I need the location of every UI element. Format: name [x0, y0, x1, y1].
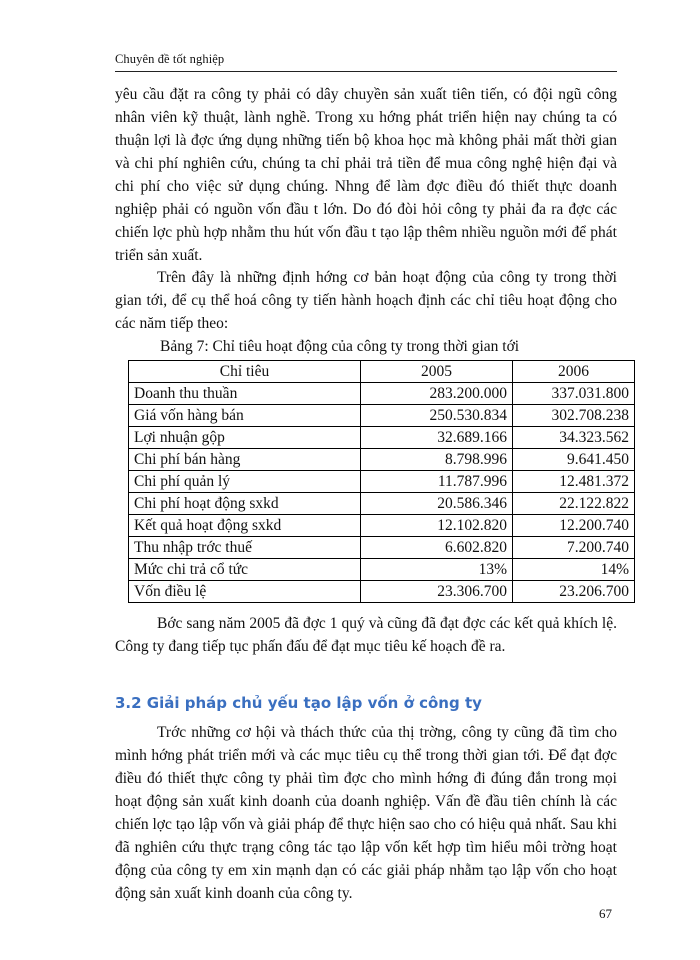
table-row	[129, 471, 635, 493]
value-2006: 34.323.562	[513, 427, 635, 449]
row-label: Lợi nhuận gộp	[129, 427, 361, 449]
row-label: Chi phí bán hàng	[129, 449, 361, 471]
header-year-2005: 2005	[361, 361, 513, 383]
table-row	[129, 515, 635, 537]
value-2005: 6.602.820	[361, 537, 513, 559]
paragraph-4: Trớc những cơ hội và thách thức của thị trờng, công ty cũng đã tìm cho mình hớng phát triển mới và các mục tiêu cụ thể trong thời gian tới. Để đạt đợc điều đó thiết thực công ty phải tìm đợc cho mình hớng đi đúng đắn trong mọi hoạt động sản xuất kinh doanh của doanh nghiệp. Vấn đề đầu tiên chính là các chiến lợc tạo lập vốn và giải pháp để thực hiện sao cho có hiệu quả nhất. Sau khi đã nghiên cứu thực trạng công tác tạo lập vốn kết hợp tìm hiểu môi trờng hoạt động của công ty em xin mạnh dạn có các giải pháp nhằm tạo lập vốn cho hoạt động sản xuất kinh doanh của công ty.	[115, 724, 617, 902]
header-year-2006: 2006	[513, 361, 635, 383]
section-heading: 3.2 Giải pháp chủ yếu tạo lập vốn ở công ty	[115, 694, 482, 712]
value-2006: 23.206.700	[513, 581, 635, 603]
row-label: Mức chi trả cổ tức	[129, 559, 361, 581]
row-label: Giá vốn hàng bán	[129, 405, 361, 427]
value-2005: 23.306.700	[361, 581, 513, 603]
page-header: Chuyên đề tốt nghiệp	[115, 52, 225, 66]
value-2005: 12.102.820	[361, 515, 513, 537]
table-row	[129, 559, 635, 581]
value-2005: 11.787.996	[361, 471, 513, 493]
value-2006: 7.200.740	[513, 537, 635, 559]
value-2006: 14%	[513, 559, 635, 581]
value-2006: 12.481.372	[513, 471, 635, 493]
table-row	[129, 537, 635, 559]
value-2006: 337.031.800	[513, 383, 635, 405]
row-label: Thu nhập trớc thuế	[129, 537, 361, 559]
value-2005: 20.586.346	[361, 493, 513, 515]
table-row	[129, 449, 635, 471]
paragraph-1: yêu cầu đặt ra công ty phải có dây chuyền sản xuất tiên tiến, có đội ngũ công nhân viên kỹ thuật, lành nghề. Trong xu hớng phát triển hiện nay chúng ta có thuận lợi là đợc ứng dụng những tiến bộ khoa học mà không phải mất thời gian và chi phí nghiên cứu, chúng ta chỉ phải trả tiền để mua công nghệ hiện đại và chi phí cho việc sử dụng chúng. Nhng để làm đợc điều đó thiết thực doanh nghiệp phải có nguồn vốn đầu t lớn. Do đó đòi hỏi công ty phải đa ra đợc các chiến lợc phù hợp nhằm thu hút vốn đầu t tạo lập thêm nhiều nguồn mới để phát triển sản xuất.	[115, 86, 617, 264]
value-2005: 250.530.834	[361, 405, 513, 427]
table-row	[129, 427, 635, 449]
row-label: Doanh thu thuần	[129, 383, 361, 405]
table-row	[129, 405, 635, 427]
table-row	[129, 581, 635, 603]
row-label: Vốn điều lệ	[129, 581, 361, 603]
indicator-table	[128, 360, 635, 603]
header-divider	[115, 71, 617, 72]
row-label: Kết quả hoạt động sxkd	[129, 515, 361, 537]
row-label: Chi phí hoạt động sxkd	[129, 493, 361, 515]
page-number: 67	[599, 906, 612, 921]
paragraph-3: Bớc sang năm 2005 đã đợc 1 quý và cũng đã đạt đợc các kết quả khích lệ. Công ty đang tiếp tục phấn đấu để đạt mục tiêu kế hoạch đề ra.	[115, 615, 617, 655]
value-2005: 283.200.000	[361, 383, 513, 405]
table-header-row	[129, 361, 635, 383]
value-2005: 13%	[361, 559, 513, 581]
paragraph-2: Trên đây là những định hớng cơ bản hoạt động của công ty trong thời gian tới, để cụ thể hoá công ty tiến hành hoạch định các chỉ tiêu hoạt động cho các năm tiếp theo:	[115, 269, 617, 332]
value-2006: 302.708.238	[513, 405, 635, 427]
value-2005: 8.798.996	[361, 449, 513, 471]
row-label: Chi phí quản lý	[129, 471, 361, 493]
table-caption: Bảng 7: Chỉ tiêu hoạt động của công ty trong thời gian tới	[160, 338, 520, 355]
table-row	[129, 383, 635, 405]
value-2005: 32.689.166	[361, 427, 513, 449]
value-2006: 22.122.822	[513, 493, 635, 515]
table-row	[129, 493, 635, 515]
header-indicator: Chỉ tiêu	[129, 361, 361, 383]
value-2006: 12.200.740	[513, 515, 635, 537]
value-2006: 9.641.450	[513, 449, 635, 471]
